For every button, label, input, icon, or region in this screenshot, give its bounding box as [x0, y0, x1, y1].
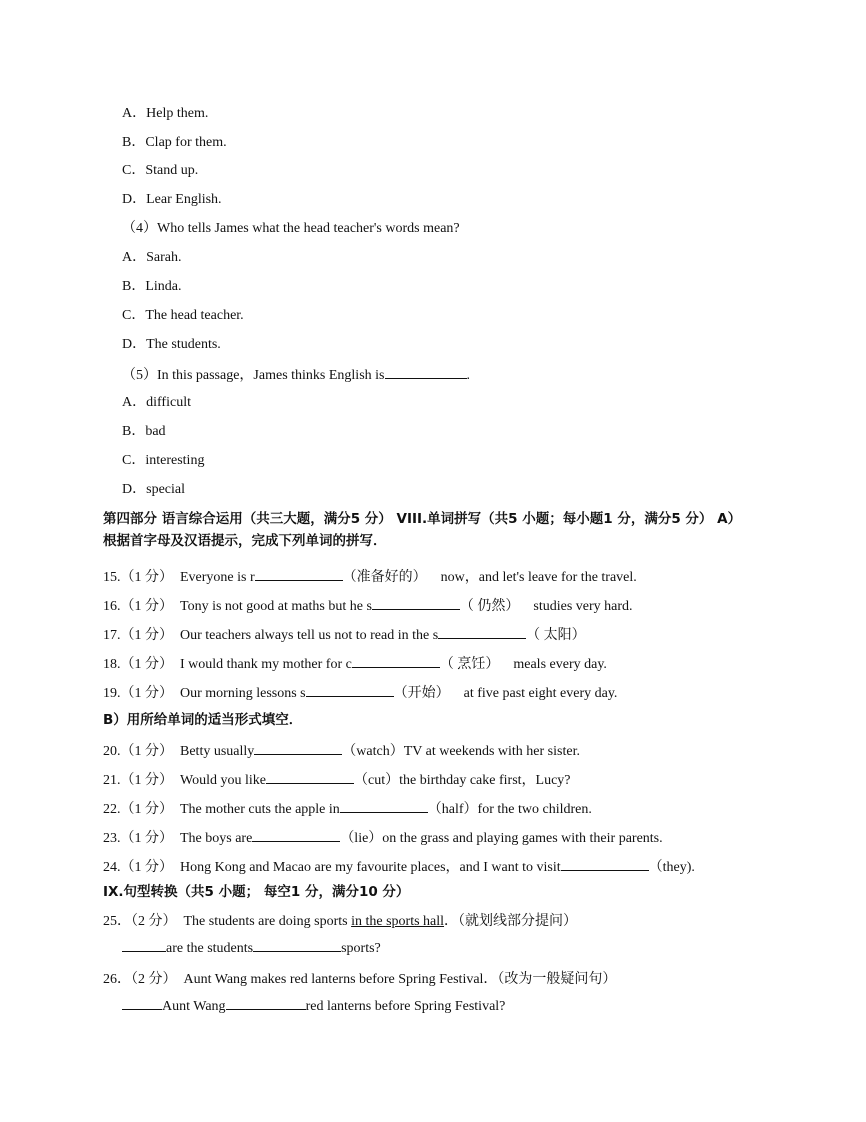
answer-blank[interactable]	[254, 741, 342, 755]
question-text: I would thank my mother for c	[180, 657, 352, 672]
option-letter: C．	[122, 453, 146, 468]
q3-option-a	[122, 105, 208, 123]
question-number: 24.（1 分）	[103, 860, 173, 875]
q5-option-d	[122, 481, 185, 499]
question-text: The boys are	[180, 831, 253, 846]
option-text: bad	[145, 424, 166, 439]
answer-blank[interactable]	[122, 996, 162, 1010]
option-letter: C．	[122, 308, 146, 323]
q3-option-c	[122, 162, 198, 180]
q5-option-a	[122, 394, 191, 412]
answer-blank[interactable]	[372, 596, 460, 610]
q4-option-c	[122, 307, 244, 325]
question-instruction: ．（就划线部分提问）	[444, 914, 578, 929]
question-number: 15.（1 分）	[103, 570, 173, 585]
question-20	[103, 741, 580, 761]
option-text: Clap for them.	[145, 135, 227, 150]
question-number: 18.（1 分）	[103, 657, 173, 672]
question-23	[103, 828, 663, 848]
answer-blank[interactable]	[122, 938, 166, 952]
question-text: The mother cuts the apple in	[180, 802, 340, 817]
question-text-end: （cut）the birthday cake first，Lucy?	[353, 773, 571, 788]
question-22	[103, 799, 592, 819]
chinese-hint: （ 仍然）	[459, 599, 520, 614]
question-text-end: meals every day.	[513, 657, 607, 672]
stem-end: .	[466, 368, 470, 383]
option-letter: A．	[122, 395, 147, 410]
answer-blank[interactable]	[438, 625, 526, 639]
question-26-answer-line	[122, 996, 505, 1016]
q3-option-d	[122, 191, 222, 209]
question-17	[103, 625, 586, 645]
option-letter: B．	[122, 424, 146, 439]
answer-blank[interactable]	[340, 799, 428, 813]
part4-heading-line1: 第四部分 语言综合运用（共三大题，满分5 分） VIII.单词拼写（共5 小题；每小题1 分，满分5 分） A）	[103, 511, 742, 527]
option-text: Stand up.	[145, 163, 199, 178]
part4-heading-line2: 根据首字母及汉语提示，完成下列单词的拼写．	[103, 533, 387, 549]
question-text: Betty usually	[180, 744, 255, 759]
option-text: The students.	[146, 337, 221, 352]
answer-blank[interactable]	[306, 683, 394, 697]
question-text: Everyone is r	[180, 570, 255, 585]
question-number: 20.（1 分）	[103, 744, 173, 759]
question-24	[103, 857, 695, 877]
chinese-hint: （ 太阳）	[526, 628, 586, 643]
question-number: 23.（1 分）	[103, 831, 173, 846]
answer-text: are the students	[166, 941, 254, 956]
question-text-end: studies very hard.	[533, 599, 633, 614]
answer-text-end: red lanterns before Spring Festival?	[305, 999, 506, 1014]
question-text-end: at five past eight every day.	[463, 686, 618, 701]
option-text: difficult	[146, 395, 191, 410]
option-text: Sarah.	[146, 250, 182, 265]
stem-text: （5）In this passage，James thinks English is	[122, 368, 385, 383]
answer-blank[interactable]	[561, 857, 649, 871]
question-26	[103, 971, 616, 989]
option-text: The head teacher.	[145, 308, 244, 323]
q5-stem	[122, 365, 470, 385]
option-letter: C．	[122, 163, 146, 178]
question-text: Hong Kong and Macao are my favourite places，and I want to visit	[180, 860, 561, 875]
answer-text-end: sports?	[341, 941, 381, 956]
question-number: 19.（1 分）	[103, 686, 173, 701]
question-number: 17.（1 分）	[103, 628, 173, 643]
option-letter: D．	[122, 337, 147, 352]
question-number: 16.（1 分）	[103, 599, 173, 614]
answer-blank[interactable]	[252, 828, 340, 842]
option-letter: B．	[122, 135, 146, 150]
option-text: Linda.	[145, 279, 182, 294]
q4-option-a	[122, 249, 182, 267]
section-b-heading: B）用所给单词的适当形式填空．	[103, 712, 303, 728]
answer-text: Aunt Wang	[162, 999, 226, 1014]
question-number: 22.（1 分）	[103, 802, 173, 817]
answer-blank[interactable]	[385, 365, 467, 379]
question-16	[103, 596, 633, 616]
question-19	[103, 683, 617, 703]
answer-blank[interactable]	[226, 996, 306, 1010]
chinese-hint: （准备好的）	[342, 570, 427, 585]
option-text: Lear English.	[146, 192, 222, 207]
q5-option-b	[122, 423, 166, 441]
question-25-answer-line	[122, 938, 381, 958]
answer-blank[interactable]	[352, 654, 440, 668]
q4-stem: （4）Who tells James what the head teacher's words mean?	[122, 221, 460, 236]
q4-option-b	[122, 278, 182, 296]
question-number: 21.（1 分）	[103, 773, 173, 788]
question-18	[103, 654, 607, 674]
answer-blank[interactable]	[253, 938, 341, 952]
option-text: special	[146, 482, 185, 497]
question-text: Aunt Wang makes red lanterns before Spring Festival．（改为一般疑问句）	[183, 972, 617, 987]
question-text-end: now，and let's leave for the travel.	[440, 570, 637, 585]
question-21	[103, 770, 571, 790]
question-text-end: （lie）on the grass and playing games with their parents.	[340, 831, 663, 846]
chinese-hint: （ 烹饪）	[439, 657, 500, 672]
option-letter: D．	[122, 192, 147, 207]
question-text-end: （half）for the two children.	[427, 802, 592, 817]
question-number: 25．（2 分）	[103, 914, 177, 929]
question-text: The students are doing sports	[183, 914, 348, 929]
option-letter: A．	[122, 106, 147, 121]
question-text: Our teachers always tell us not to read in the s	[180, 628, 439, 643]
option-letter: B．	[122, 279, 146, 294]
section-ix-heading: IX.句型转换（共5 小题； 每空1 分，满分10 分）	[103, 884, 410, 900]
option-text: interesting	[145, 453, 205, 468]
question-25	[103, 913, 577, 931]
question-text: Would you like	[180, 773, 266, 788]
q4-option-d	[122, 336, 221, 354]
underlined-phrase: in the sports hall	[351, 914, 445, 929]
question-15	[103, 567, 637, 587]
chinese-hint: （开始）	[393, 686, 450, 701]
question-text-end: （watch）TV at weekends with her sister.	[342, 744, 580, 759]
q5-option-c	[122, 452, 204, 470]
q3-option-b	[122, 134, 227, 152]
question-text: Our morning lessons s	[180, 686, 306, 701]
question-text: Tony is not good at maths but he s	[180, 599, 372, 614]
option-letter: A．	[122, 250, 147, 265]
answer-blank[interactable]	[266, 770, 354, 784]
option-letter: D．	[122, 482, 147, 497]
question-text-end: （they).	[648, 860, 695, 875]
answer-blank[interactable]	[255, 567, 343, 581]
option-text: Help them.	[146, 106, 209, 121]
question-number: 26．（2 分）	[103, 972, 177, 987]
